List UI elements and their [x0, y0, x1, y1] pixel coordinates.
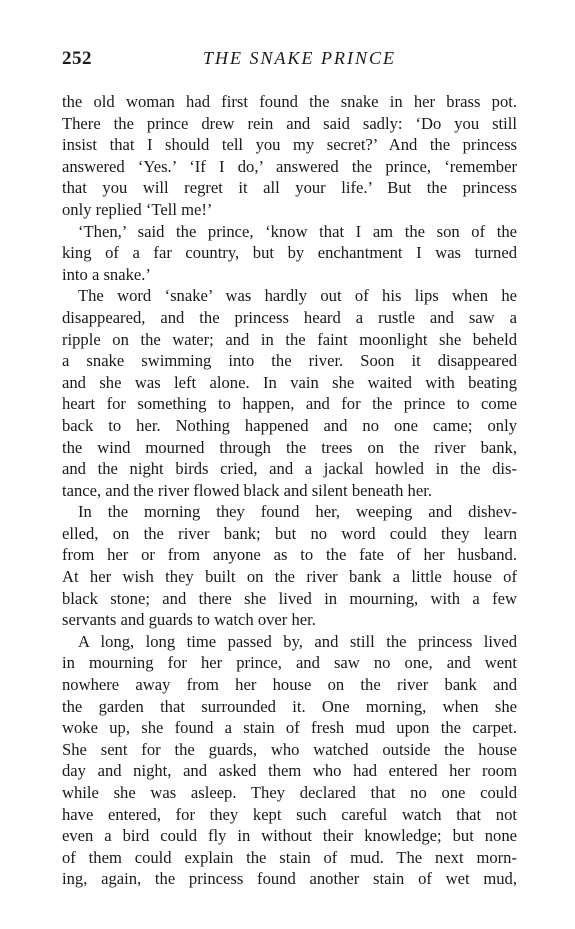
text-line: There the prince drew rein and said sadly: ‘Do you still: [62, 113, 517, 133]
text-line: answered ‘Yes.’ ‘If I do,’ answered the prince, ‘remember: [62, 156, 517, 176]
text-line: She sent for the guards, who watched outside the house: [62, 739, 517, 759]
text-line: servants and guards to watch over her.: [62, 610, 316, 630]
text-line: ing, again, the princess found another stain of wet mud,: [62, 869, 517, 889]
page-number: 252: [62, 48, 92, 69]
text-line: day and night, and asked them who had entered her room: [62, 761, 517, 781]
text-line: In the morning they found her, weeping and dishev-: [78, 502, 517, 522]
text-line: even a bird could fly in without their knowledge; but none: [62, 826, 517, 846]
text-line: At her wish they built on the river bank a little house of: [62, 567, 517, 587]
text-line: a snake swimming into the river. Soon it disappeared: [62, 351, 517, 371]
text-line: heart for something to happen, and for the prince to come: [62, 394, 517, 414]
text-line: ripple on the water; and in the faint moonlight she beheld: [62, 329, 517, 349]
text-line: The word ‘snake’ was hardly out of his lips when he: [78, 286, 517, 306]
text-line: black stone; and there she lived in mourning, with a few: [62, 588, 517, 608]
text-line: back to her. Nothing happened and no one came; only: [62, 415, 517, 435]
text-line: the old woman had first found the snake in her brass pot.: [62, 92, 517, 111]
text-line: insist that I should tell you my secret?’ And the princess: [62, 135, 517, 155]
text-line: elled, on the river bank; but no word could they learn: [62, 523, 517, 543]
text-line: into a snake.’: [62, 264, 151, 284]
text-line: only replied ‘Tell me!’: [62, 199, 213, 219]
text-line: disappeared, and the princess heard a rustle and saw a: [62, 307, 517, 327]
text-line: and she was left alone. In vain she waited with beating: [62, 372, 517, 392]
text-line: the wind mourned through the trees on the river bank,: [62, 437, 517, 457]
text-line: of them could explain the stain of mud. The next morn-: [62, 847, 517, 867]
text-line: have entered, for they kept such careful watch that not: [62, 804, 517, 824]
text-line: nowhere away from her house on the river bank and: [62, 675, 517, 695]
text-line: that you will regret it all your life.’ But the princess: [62, 178, 517, 198]
text-line: the garden that surrounded it. One morning, when she: [62, 696, 517, 716]
text-line: woke up, she found a stain of fresh mud upon the carpet.: [62, 718, 517, 738]
running-title: THE SNAKE PRINCE: [203, 48, 396, 68]
text-line: A long, long time passed by, and still the princess lived: [78, 631, 517, 651]
text-line: while she was asleep. They declared that no one could: [62, 783, 517, 802]
text-line: from her or from anyone as to the fate of her husband.: [62, 545, 517, 565]
text-line: king of a far country, but by enchantment I was turned: [62, 243, 517, 263]
text-line: tance, and the river flowed black and silent beneath her.: [62, 480, 432, 500]
text-line: in mourning for her prince, and saw no one, and went: [62, 653, 517, 673]
running-head: [62, 48, 517, 72]
body-text: [62, 91, 517, 890]
text-line: and the night birds cried, and a jackal howled in the dis-: [62, 459, 517, 479]
text-line: ‘Then,’ said the prince, ‘know that I am the son of the: [78, 221, 517, 241]
